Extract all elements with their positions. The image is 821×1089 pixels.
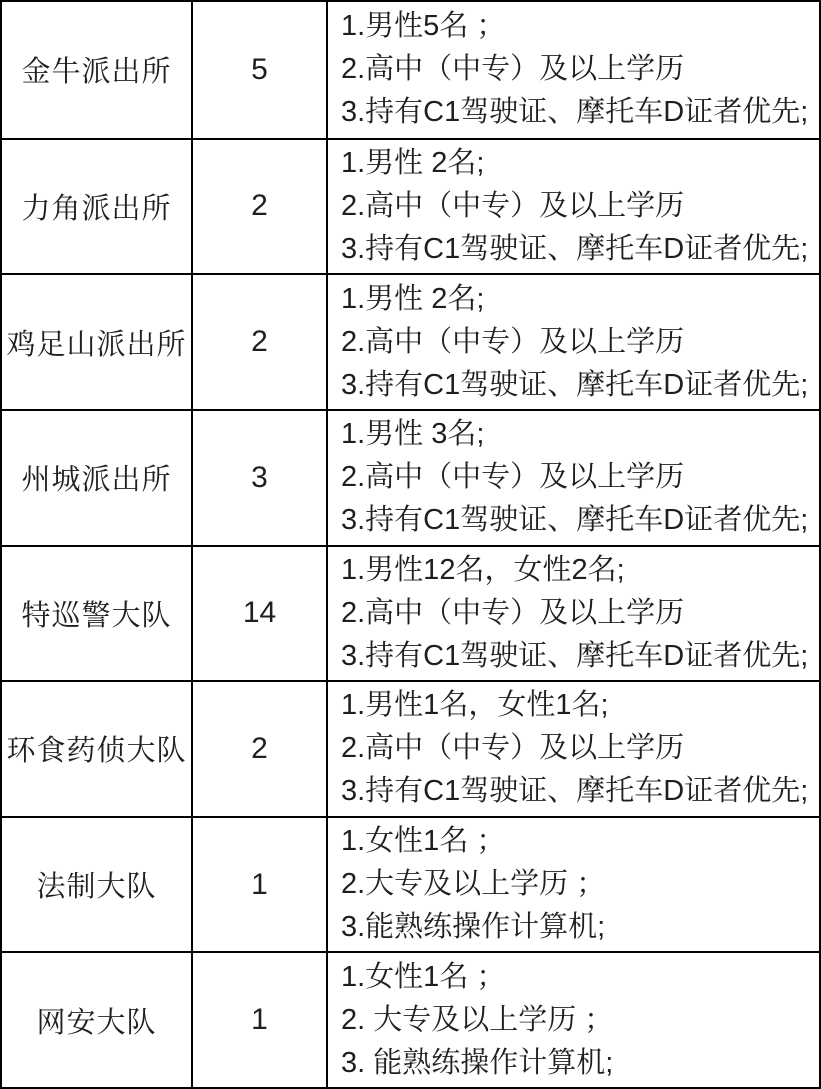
count-cell: 1 bbox=[193, 818, 328, 952]
requirement-line: 3.持有C1驾驶证、摩托车D证者优先; bbox=[341, 639, 809, 672]
requirement-line: 2.大专及以上学历 ； bbox=[341, 868, 606, 901]
requirements-cell bbox=[328, 275, 819, 409]
requirement-line: 1.男性5名 ； bbox=[341, 10, 506, 43]
requirement-line: 1.男性 2名; bbox=[341, 282, 485, 315]
requirement-line: 2.高中（中专）及以上学历 bbox=[341, 732, 685, 765]
requirement-line: 3.持有C1驾驶证、摩托车D证者优先; bbox=[341, 96, 809, 129]
requirement-line: 1.男性 2名; bbox=[341, 146, 485, 179]
requirement-line: 3.能熟练操作计算机; bbox=[341, 911, 606, 944]
table-row bbox=[2, 545, 819, 681]
requirement-line: 1.男性1名，女性1名; bbox=[341, 689, 609, 722]
requirements-cell bbox=[328, 140, 819, 274]
unit-cell: 力角派出所 bbox=[2, 140, 193, 274]
requirement-line: 3.持有C1驾驶证、摩托车D证者优先; bbox=[341, 368, 809, 401]
requirements-cell bbox=[328, 547, 819, 681]
requirement-line: 1.男性12名，女性2名; bbox=[341, 553, 625, 586]
requirement-line: 2.高中（中专）及以上学历 bbox=[341, 596, 685, 629]
requirement-line: 2.高中（中专）及以上学历 bbox=[341, 325, 685, 358]
unit-cell: 特巡警大队 bbox=[2, 547, 193, 681]
unit-cell: 金牛派出所 bbox=[2, 2, 193, 138]
requirements-cell bbox=[328, 818, 819, 952]
count-cell: 2 bbox=[193, 682, 328, 816]
table-row bbox=[2, 409, 819, 545]
requirements-cell bbox=[328, 411, 819, 545]
unit-cell: 环食药侦大队 bbox=[2, 682, 193, 816]
requirement-line: 1.男性 3名; bbox=[341, 418, 485, 451]
table-row bbox=[2, 138, 819, 274]
requirements-cell bbox=[328, 953, 819, 1087]
table-row bbox=[2, 680, 819, 816]
unit-cell: 网安大队 bbox=[2, 953, 193, 1087]
requirement-line: 3. 能熟练操作计算机; bbox=[341, 1046, 614, 1079]
requirement-line: 2.高中（中专）及以上学历 bbox=[341, 461, 685, 494]
count-cell: 2 bbox=[193, 275, 328, 409]
count-cell: 2 bbox=[193, 140, 328, 274]
table-row bbox=[2, 273, 819, 409]
unit-cell: 法制大队 bbox=[2, 818, 193, 952]
table-row bbox=[2, 816, 819, 952]
requirement-line: 3.持有C1驾驶证、摩托车D证者优先; bbox=[341, 232, 809, 265]
requirement-line: 2.高中（中专）及以上学历 bbox=[341, 189, 685, 222]
table-row bbox=[2, 2, 819, 138]
table-row bbox=[2, 951, 819, 1087]
unit-cell: 州城派出所 bbox=[2, 411, 193, 545]
requirement-line: 3.持有C1驾驶证、摩托车D证者优先; bbox=[341, 504, 809, 537]
count-cell: 14 bbox=[193, 547, 328, 681]
requirement-line: 2.高中（中专）及以上学历 bbox=[341, 53, 685, 86]
requirement-line: 1.女性1名 ； bbox=[341, 825, 506, 858]
requirements-cell bbox=[328, 2, 819, 138]
count-cell: 1 bbox=[193, 953, 328, 1087]
count-cell: 5 bbox=[193, 2, 328, 138]
requirement-line: 2. 大专及以上学历 ； bbox=[341, 1003, 614, 1036]
unit-cell: 鸡足山派出所 bbox=[2, 275, 193, 409]
requirement-line: 3.持有C1驾驶证、摩托车D证者优先; bbox=[341, 775, 809, 808]
requirement-line: 1.女性1名 ； bbox=[341, 960, 506, 993]
count-cell: 3 bbox=[193, 411, 328, 545]
requirements-cell bbox=[328, 682, 819, 816]
